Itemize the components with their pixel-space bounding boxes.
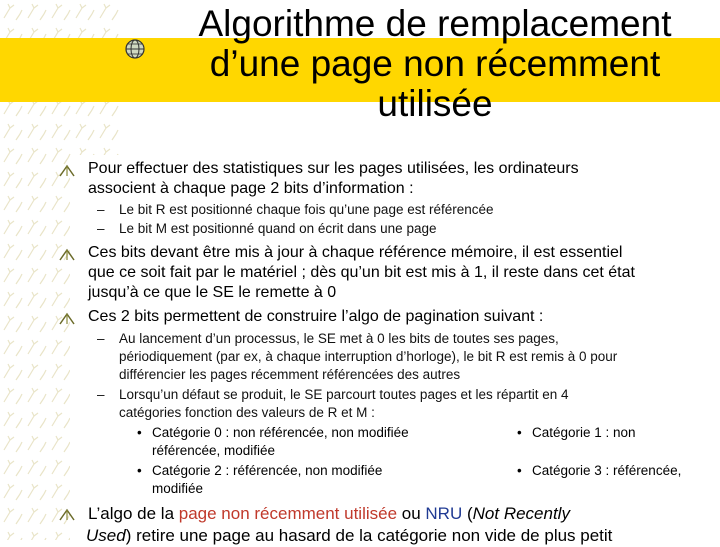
title-line-1: Algorithme de remplacement <box>198 3 672 44</box>
bullet-statistics <box>88 159 579 199</box>
category-0 <box>137 424 409 460</box>
sub-bullet-process-start <box>97 330 618 384</box>
dash-marker: – <box>97 202 105 217</box>
text-run: ) retire une page au hasard de la catégorie non vide de plus petit <box>125 526 613 545</box>
dash-marker: – <box>97 331 105 346</box>
title-line-2: d’une page non récemment <box>209 43 661 84</box>
text-line: différencier les pages récemment référencées des autres <box>119 367 461 382</box>
sub-bullet-bit-r <box>97 201 494 219</box>
text-line: jusqu’à ce que le SE le remette à 0 <box>88 284 337 301</box>
globe-icon <box>124 38 146 60</box>
text-run: L’algo de la <box>88 504 179 523</box>
slide-title <box>150 4 720 124</box>
highlight-red: page non récemment utilisée <box>178 504 398 523</box>
text-line: associent à chaque page 2 bits d’information : <box>88 180 414 197</box>
text-line: périodiquement (par ex, à chaque interruption d’horloge), le bit R est remis à 0 pour <box>119 349 618 364</box>
dash-marker: – <box>97 221 105 236</box>
dot-marker: • <box>517 425 522 440</box>
dot-marker: • <box>517 463 522 478</box>
sprig-bullet-icon <box>58 311 76 325</box>
text-line: Catégorie 0 : non référencée, non modifiée <box>152 425 409 440</box>
bullet-algorithm <box>88 307 543 327</box>
text-line <box>88 503 612 525</box>
dot-marker: • <box>137 425 142 440</box>
text-line: Le bit R est positionné chaque fois qu’une page est référencée <box>119 202 494 217</box>
text-line: Catégorie 2 : référencée, non modifiée <box>152 463 383 478</box>
text-line: référencée, modifiée <box>152 443 276 458</box>
text-run: ( <box>462 504 473 523</box>
text-line: Ces bits devant être mis à jour à chaque référence mémoire, il est essentiel <box>88 244 623 261</box>
text-line: Catégorie 1 : non <box>532 425 636 440</box>
category-3 <box>517 462 682 480</box>
sprig-bullet-icon <box>58 163 76 177</box>
sub-bullet-page-fault <box>97 386 569 422</box>
bullet-hardware <box>88 243 635 303</box>
text-line: Lorsqu’un défaut se produit, le SE parcourt toutes pages et les répartit en 4 <box>119 387 569 402</box>
title-line-3: utilisée <box>377 83 493 124</box>
bullet-nru <box>88 503 612 547</box>
sub-bullet-bit-m <box>97 220 437 238</box>
dash-marker: – <box>97 387 105 402</box>
sprig-bullet-icon <box>58 247 76 261</box>
text-line: Pour effectuer des statistiques sur les pages utilisées, les ordinateurs <box>88 160 579 177</box>
text-line: Catégorie 3 : référencée, <box>532 463 682 478</box>
text-line <box>86 525 612 547</box>
text-line: modifiée <box>152 481 204 496</box>
category-2 <box>137 462 383 498</box>
highlight-blue: NRU <box>425 504 463 523</box>
text-line: que ce soit fait par le matériel ; dès qu’un bit est mis à 1, il reste dans cet état <box>88 264 635 281</box>
sprig-bullet-icon <box>58 507 76 521</box>
text-run: ou <box>397 504 426 523</box>
text-line: Ces 2 bits permettent de construire l’algo de pagination suivant : <box>88 308 544 325</box>
italic-run: Not Recently <box>472 504 570 523</box>
italic-run: Used <box>86 526 126 545</box>
text-line: catégories fonction des valeurs de R et M : <box>119 405 375 420</box>
dot-marker: • <box>137 463 142 478</box>
text-line: Le bit M est positionné quand on écrit dans une page <box>119 221 437 236</box>
text-line: Au lancement d’un processus, le SE met à 0 les bits de toutes ses pages, <box>119 331 559 346</box>
category-1 <box>517 424 636 442</box>
